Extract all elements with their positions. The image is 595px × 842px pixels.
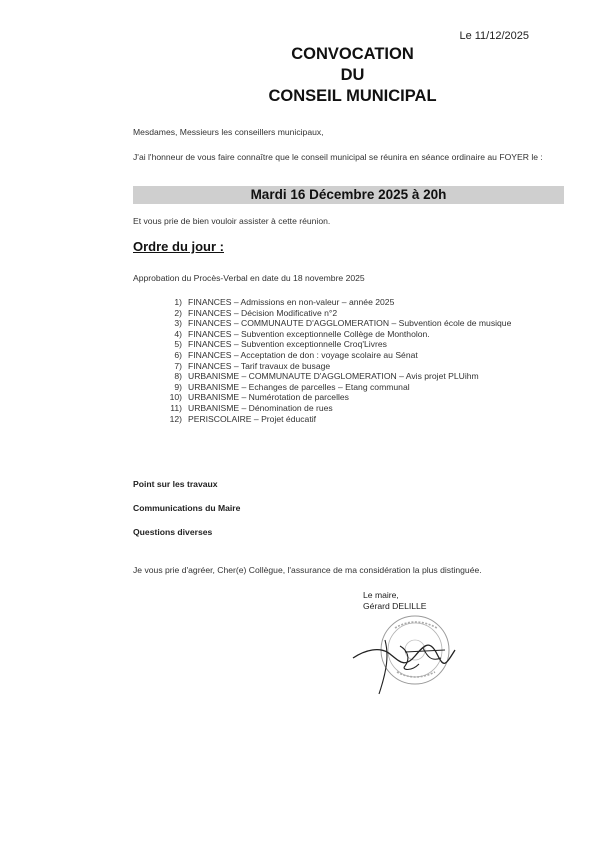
agenda-item: 6) FINANCES – Acceptation de don : voyage scolaire au Sénat — [174, 349, 418, 360]
title-line-2: DU — [340, 66, 365, 84]
point-travaux: Point sur les travaux — [133, 479, 218, 489]
document-date: Le 11/12/2025 — [459, 30, 529, 42]
questions-diverses: Questions diverses — [133, 527, 213, 537]
signature-role: Le maire, — [363, 590, 399, 600]
signature-block — [363, 590, 427, 612]
signature-name: Gérard DELILLE — [363, 601, 427, 611]
agenda-item: 12) PERISCOLAIRE – Projet éducatif — [169, 413, 317, 424]
salutation: Mesdames, Messieurs les conseillers municipaux, — [133, 127, 324, 137]
agenda-item: 5) FINANCES – Subvention exceptionnelle Croq'Livres — [174, 339, 387, 350]
intro-paragraph: J'ai l'honneur de vous faire connaître que le conseil municipal se réunira en séance ordinaire au FOYER le : — [133, 152, 543, 162]
agenda-item: 3) FINANCES – COMMUNAUTE D'AGGLOMERATION – Subvention école de musique — [174, 318, 512, 329]
agenda-item: 2) FINANCES – Décision Modificative n°2 — [174, 307, 338, 318]
handwritten-signature-icon — [353, 640, 455, 694]
mayor-stamp-signature — [345, 610, 475, 700]
agenda-heading: Ordre du jour : — [133, 239, 224, 254]
agenda-list — [160, 297, 540, 424]
agenda-item: 7) FINANCES – Tarif travaux de busage — [174, 360, 331, 371]
agenda-item: 4) FINANCES – Subvention exceptionnelle Collège de Montholon. — [174, 328, 430, 339]
agenda-item: 11) URBANISME – Dénomination de rues — [170, 402, 333, 413]
title-line-3: CONSEIL MUNICIPAL — [268, 87, 437, 105]
title-line-1: CONVOCATION — [291, 45, 414, 63]
meeting-date-banner: Mardi 16 Décembre 2025 à 20h — [133, 186, 564, 204]
closing-formula: Je vous prie d'agréer, Cher(e) Collègue, l'assurance de ma considération la plus distinguée. — [133, 565, 482, 575]
document-title — [0, 44, 595, 107]
agenda-item: 9) URBANISME – Echanges de parcelles – Etang communal — [174, 381, 410, 392]
agenda-item: 1) FINANCES – Admissions en non-valeur – année 2025 — [174, 297, 395, 307]
agenda-item: 8) URBANISME – COMMUNAUTE D'AGGLOMERATION – Avis projet PLUihm — [174, 371, 479, 382]
invite-text: Et vous prie de bien vouloir assister à cette réunion. — [133, 216, 331, 226]
approval-line: Approbation du Procès-Verbal en date du 18 novembre 2025 — [133, 273, 365, 283]
agenda-item: 10) URBANISME – Numérotation de parcelles — [169, 392, 349, 403]
communications-maire: Communications du Maire — [133, 503, 241, 513]
